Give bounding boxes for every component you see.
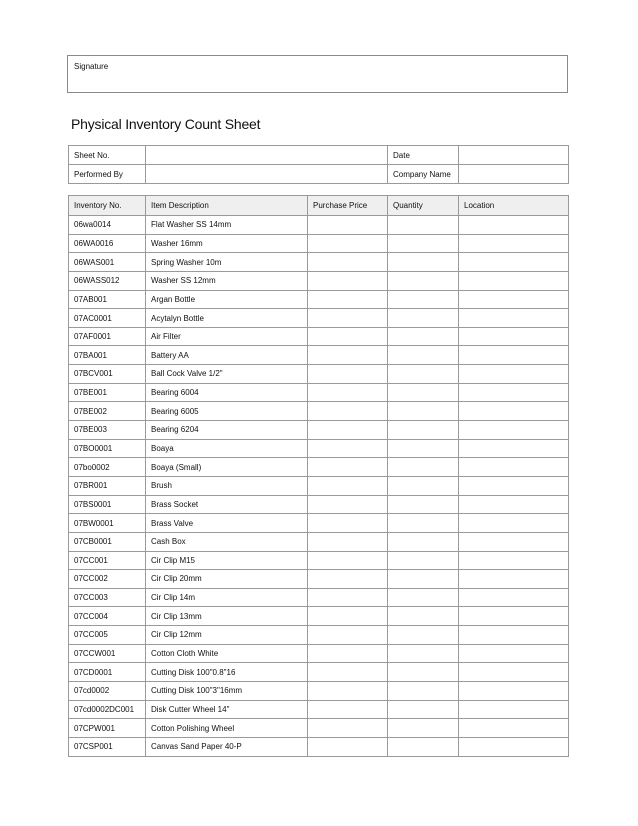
location-cell[interactable]: [459, 551, 569, 570]
table-row: [69, 570, 569, 589]
purchase-price-cell[interactable]: [308, 495, 388, 514]
location-cell[interactable]: [459, 327, 569, 346]
purchase-price-cell[interactable]: [308, 700, 388, 719]
table-row: [69, 644, 569, 663]
table-row: [69, 495, 569, 514]
table-row: [69, 271, 569, 290]
inventory-no-cell: 07CSP001: [69, 737, 146, 756]
purchase-price-cell[interactable]: [308, 309, 388, 328]
purchase-price-cell[interactable]: [308, 458, 388, 477]
performed-by-field[interactable]: [146, 165, 388, 184]
quantity-cell[interactable]: [388, 476, 459, 495]
column-header: Item Description: [146, 196, 308, 216]
signature-box: [67, 55, 568, 93]
location-cell[interactable]: [459, 365, 569, 384]
purchase-price-cell[interactable]: [308, 216, 388, 235]
inventory-no-cell: 07BO0001: [69, 439, 146, 458]
inventory-no-cell: 07CC004: [69, 607, 146, 626]
inventory-no-cell: 07CC001: [69, 551, 146, 570]
purchase-price-cell[interactable]: [308, 570, 388, 589]
item-description-cell: Cir Clip 20mm: [146, 570, 308, 589]
sheet-info-table: [68, 145, 569, 184]
table-row: [69, 290, 569, 309]
location-cell[interactable]: [459, 253, 569, 272]
table-row: [69, 607, 569, 626]
location-cell[interactable]: [459, 532, 569, 551]
quantity-cell[interactable]: [388, 570, 459, 589]
location-cell[interactable]: [459, 476, 569, 495]
quantity-cell[interactable]: [388, 271, 459, 290]
inventory-no-cell: 07AC0001: [69, 309, 146, 328]
table-row: [69, 216, 569, 235]
purchase-price-cell[interactable]: [308, 271, 388, 290]
purchase-price-cell[interactable]: [308, 402, 388, 421]
purchase-price-cell[interactable]: [308, 737, 388, 756]
quantity-cell[interactable]: [388, 737, 459, 756]
inventory-no-cell: 07BA001: [69, 346, 146, 365]
inventory-no-cell: 07BW0001: [69, 514, 146, 533]
company-name-field[interactable]: [459, 165, 569, 184]
quantity-cell[interactable]: [388, 719, 459, 738]
location-cell[interactable]: [459, 309, 569, 328]
inventory-no-cell: 07BE001: [69, 383, 146, 402]
quantity-cell[interactable]: [388, 290, 459, 309]
table-row: [69, 346, 569, 365]
quantity-cell[interactable]: [388, 216, 459, 235]
table-row: [69, 234, 569, 253]
quantity-cell[interactable]: [388, 551, 459, 570]
item-description-cell: Argan Bottle: [146, 290, 308, 309]
inventory-no-cell: 07cd0002: [69, 682, 146, 701]
table-row: [69, 365, 569, 384]
table-row: [69, 719, 569, 738]
purchase-price-cell[interactable]: [308, 290, 388, 309]
quantity-cell[interactable]: [388, 663, 459, 682]
quantity-cell[interactable]: [388, 458, 459, 477]
purchase-price-cell[interactable]: [308, 346, 388, 365]
location-cell[interactable]: [459, 514, 569, 533]
location-cell[interactable]: [459, 383, 569, 402]
item-description-cell: Cash Box: [146, 532, 308, 551]
inventory-no-cell: 07bo0002: [69, 458, 146, 477]
page-title: Physical Inventory Count Sheet: [71, 116, 261, 132]
table-row: [69, 682, 569, 701]
item-description-cell: Ball Cock Valve 1/2": [146, 365, 308, 384]
item-description-cell: Spring Washer 10m: [146, 253, 308, 272]
item-description-cell: Cir Clip 12mm: [146, 626, 308, 645]
inventory-no-cell: 07AB001: [69, 290, 146, 309]
purchase-price-cell[interactable]: [308, 421, 388, 440]
quantity-cell[interactable]: [388, 532, 459, 551]
table-row: [69, 626, 569, 645]
inventory-no-cell: 06wa0014: [69, 216, 146, 235]
item-description-cell: Brush: [146, 476, 308, 495]
quantity-cell[interactable]: [388, 514, 459, 533]
purchase-price-cell[interactable]: [308, 514, 388, 533]
purchase-price-cell[interactable]: [308, 532, 388, 551]
item-description-cell: Brass Valve: [146, 514, 308, 533]
quantity-cell[interactable]: [388, 327, 459, 346]
location-cell[interactable]: [459, 439, 569, 458]
table-row: [69, 458, 569, 477]
table-row: [69, 588, 569, 607]
table-row: [69, 700, 569, 719]
table-row: [69, 514, 569, 533]
item-description-cell: Cir Clip 14m: [146, 588, 308, 607]
location-cell[interactable]: [459, 737, 569, 756]
item-description-cell: Disk Cutter Wheel 14": [146, 700, 308, 719]
column-header: Location: [459, 196, 569, 216]
purchase-price-cell[interactable]: [308, 253, 388, 272]
item-description-cell: Canvas Sand Paper 40-P: [146, 737, 308, 756]
location-cell[interactable]: [459, 290, 569, 309]
sheet-no-label: Sheet No.: [69, 146, 146, 165]
date-field[interactable]: [459, 146, 569, 165]
table-row: [69, 439, 569, 458]
quantity-cell[interactable]: [388, 309, 459, 328]
inventory-header-row: [69, 196, 569, 216]
purchase-price-cell[interactable]: [308, 682, 388, 701]
item-description-cell: Cotton Polishing Wheel: [146, 719, 308, 738]
purchase-price-cell[interactable]: [308, 383, 388, 402]
item-description-cell: Bearing 6004: [146, 383, 308, 402]
table-row: [69, 421, 569, 440]
item-description-cell: Cir Clip M15: [146, 551, 308, 570]
item-description-cell: Cutting Disk 100"3"16mm: [146, 682, 308, 701]
inventory-no-cell: 06WA0016: [69, 234, 146, 253]
location-cell[interactable]: [459, 626, 569, 645]
table-row: [69, 327, 569, 346]
table-row: [69, 551, 569, 570]
inventory-no-cell: 07BE003: [69, 421, 146, 440]
purchase-price-cell[interactable]: [308, 588, 388, 607]
location-cell[interactable]: [459, 346, 569, 365]
table-row: [69, 476, 569, 495]
inventory-no-cell: 07BS0001: [69, 495, 146, 514]
table-row: [69, 532, 569, 551]
quantity-cell[interactable]: [388, 682, 459, 701]
column-header: Quantity: [388, 196, 459, 216]
purchase-price-cell[interactable]: [308, 439, 388, 458]
quantity-cell[interactable]: [388, 439, 459, 458]
inventory-no-cell: 07CC002: [69, 570, 146, 589]
quantity-cell[interactable]: [388, 346, 459, 365]
table-row: [69, 402, 569, 421]
inventory-no-cell: 07AF0001: [69, 327, 146, 346]
location-cell[interactable]: [459, 271, 569, 290]
inventory-table: [68, 195, 569, 757]
quantity-cell[interactable]: [388, 402, 459, 421]
purchase-price-cell[interactable]: [308, 644, 388, 663]
sheet-no-field[interactable]: [146, 146, 388, 165]
location-cell[interactable]: [459, 719, 569, 738]
date-label: Date: [388, 146, 459, 165]
inventory-no-cell: 07CC005: [69, 626, 146, 645]
quantity-cell[interactable]: [388, 365, 459, 384]
table-row: [69, 663, 569, 682]
purchase-price-cell[interactable]: [308, 365, 388, 384]
item-description-cell: Bearing 6005: [146, 402, 308, 421]
purchase-price-cell[interactable]: [308, 551, 388, 570]
item-description-cell: Battery AA: [146, 346, 308, 365]
sheet-info-row: [69, 146, 569, 165]
signature-label: Signature: [74, 62, 109, 71]
item-description-cell: Washer 16mm: [146, 234, 308, 253]
item-description-cell: Cotton Cloth White: [146, 644, 308, 663]
item-description-cell: Cir Clip 13mm: [146, 607, 308, 626]
performed-by-label: Performed By: [69, 165, 146, 184]
table-row: [69, 309, 569, 328]
item-description-cell: Bearing 6204: [146, 421, 308, 440]
quantity-cell[interactable]: [388, 626, 459, 645]
inventory-no-cell: 07cd0002DC001: [69, 700, 146, 719]
location-cell[interactable]: [459, 644, 569, 663]
column-header: Inventory No.: [69, 196, 146, 216]
sheet-info-row: [69, 165, 569, 184]
inventory-no-cell: 07BCV001: [69, 365, 146, 384]
quantity-cell[interactable]: [388, 700, 459, 719]
purchase-price-cell[interactable]: [308, 626, 388, 645]
purchase-price-cell[interactable]: [308, 327, 388, 346]
quantity-cell[interactable]: [388, 421, 459, 440]
purchase-price-cell[interactable]: [308, 476, 388, 495]
location-cell[interactable]: [459, 570, 569, 589]
purchase-price-cell[interactable]: [308, 234, 388, 253]
location-cell[interactable]: [459, 421, 569, 440]
inventory-no-cell: 07CB0001: [69, 532, 146, 551]
table-row: [69, 253, 569, 272]
item-description-cell: Boaya: [146, 439, 308, 458]
quantity-cell[interactable]: [388, 383, 459, 402]
inventory-body: [69, 216, 569, 757]
quantity-cell[interactable]: [388, 495, 459, 514]
inventory-no-cell: 07BR001: [69, 476, 146, 495]
item-description-cell: Washer SS 12mm: [146, 271, 308, 290]
item-description-cell: Flat Washer SS 14mm: [146, 216, 308, 235]
inventory-no-cell: 07BE002: [69, 402, 146, 421]
inventory-no-cell: 06WAS001: [69, 253, 146, 272]
inventory-no-cell: 07CC003: [69, 588, 146, 607]
item-description-cell: Acytalyn Bottle: [146, 309, 308, 328]
inventory-no-cell: 07CCW001: [69, 644, 146, 663]
location-cell[interactable]: [459, 495, 569, 514]
quantity-cell[interactable]: [388, 607, 459, 626]
table-row: [69, 737, 569, 756]
inventory-no-cell: 06WASS012: [69, 271, 146, 290]
location-cell[interactable]: [459, 234, 569, 253]
location-cell[interactable]: [459, 682, 569, 701]
location-cell[interactable]: [459, 402, 569, 421]
purchase-price-cell[interactable]: [308, 663, 388, 682]
company-name-label: Company Name: [388, 165, 459, 184]
purchase-price-cell[interactable]: [308, 719, 388, 738]
location-cell[interactable]: [459, 663, 569, 682]
location-cell[interactable]: [459, 607, 569, 626]
quantity-cell[interactable]: [388, 253, 459, 272]
item-description-cell: Brass Socket: [146, 495, 308, 514]
location-cell[interactable]: [459, 700, 569, 719]
location-cell[interactable]: [459, 588, 569, 607]
location-cell[interactable]: [459, 216, 569, 235]
inventory-no-cell: 07CPW001: [69, 719, 146, 738]
location-cell[interactable]: [459, 458, 569, 477]
quantity-cell[interactable]: [388, 644, 459, 663]
inventory-no-cell: 07CD0001: [69, 663, 146, 682]
item-description-cell: Air Filter: [146, 327, 308, 346]
purchase-price-cell[interactable]: [308, 607, 388, 626]
quantity-cell[interactable]: [388, 234, 459, 253]
item-description-cell: Cutting Disk 100"0.8"16: [146, 663, 308, 682]
quantity-cell[interactable]: [388, 588, 459, 607]
item-description-cell: Boaya (Small): [146, 458, 308, 477]
table-row: [69, 383, 569, 402]
column-header: Purchase Price: [308, 196, 388, 216]
